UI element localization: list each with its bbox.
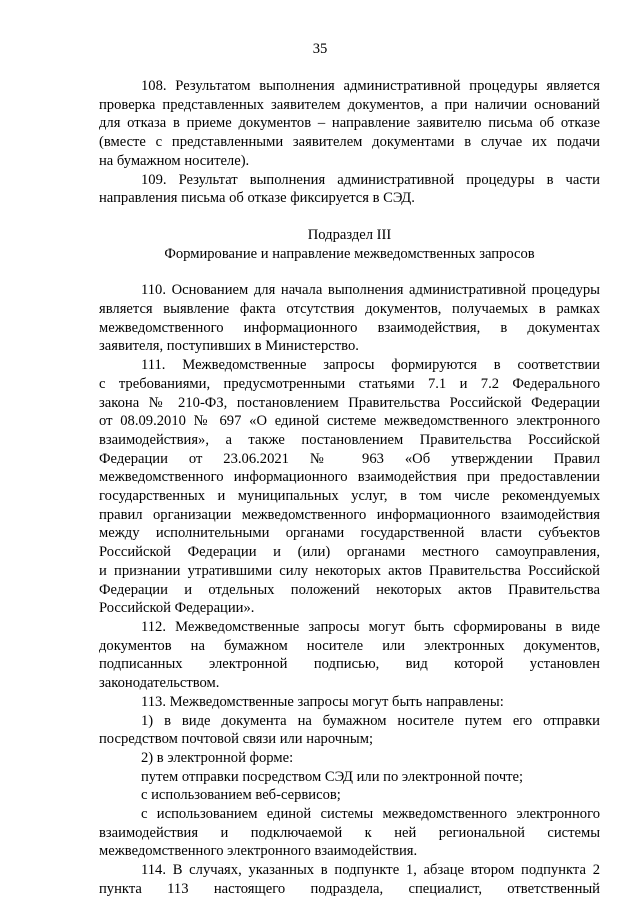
text-line: 108. Результатом выполнения административной процедуры является: [141, 78, 600, 94]
text-line: и признании утратившими силу некоторых актов Правительства Российской: [99, 562, 600, 579]
text-line: 2) в электронной форме:: [141, 749, 294, 766]
text-line: 112. Межведомственные запросы могут быть сформированы в виде: [141, 618, 600, 635]
text-line: 110. Основанием для начала выполнения административной процедуры: [141, 282, 600, 299]
text-line: 109. Результат выполнения административной процедуры в части: [141, 171, 600, 188]
text-line: с использованием единой системы межведомственного электронного: [141, 806, 600, 823]
text-line: межведомственного электронного взаимодействия.: [99, 843, 418, 860]
text-line: взаимодействия и подключаемой к ней региональной системы: [99, 824, 600, 841]
text-line: государственных и муниципальных услуг, в том числе рекомендуемых: [99, 488, 600, 505]
text-line: Федерации и отдельных положений некоторых актов Правительства: [99, 581, 600, 598]
text-line: межведомственного информационного взаимодействия при предоставлении: [99, 469, 600, 486]
paragraph-113: [99, 693, 600, 861]
text-line: пункта 113 настоящего подраздела, специалист, ответственный: [99, 880, 600, 897]
text-line: закона № 210-ФЗ, постановлением Правительства Российской Федерации: [99, 394, 600, 411]
text-line: посредством почтовой связи или нарочным;: [99, 731, 374, 748]
text-line: для отказа в приеме документов – направление заявителю письма об отказе: [99, 115, 600, 132]
text-line: Федерации от 23.06.2021 № 963 «Об утверждении Правил: [99, 450, 600, 467]
text-line: документов на бумажном носителе или электронных документов,: [99, 637, 600, 654]
paragraph-108: [99, 77, 600, 171]
text-line: с использованием веб-сервисов;: [141, 787, 341, 804]
text-line: 1) в виде документа на бумажном носителе путем его отправки: [141, 712, 600, 729]
document-body: [99, 77, 600, 899]
text-line: 111. Межведомственные запросы формируются в соответствии: [141, 357, 600, 374]
text-line: от 08.09.2010 № 697 «О единой системе межведомственного электронного: [99, 413, 600, 430]
text-line: проверка представленных заявителем документов, а при наличии оснований: [99, 96, 600, 113]
text-line: является выявление факта отсутствия документов, получаемых в рамках: [99, 301, 600, 318]
text-line: законодательством.: [99, 675, 220, 692]
text-line: направления письма об отказе фиксируется в СЭД.: [99, 190, 415, 207]
paragraph-110: [99, 281, 600, 356]
text-line: заявителя, поступивших в Министерство.: [99, 338, 359, 355]
text-line: между исполнительными органами государственной власти субъектов: [99, 525, 600, 542]
subsection-heading: Формирование и направление межведомственных запросов: [164, 245, 535, 262]
text-line: межведомственного информационного взаимодействия, в документах: [99, 319, 600, 336]
text-line: 114. В случаях, указанных в подпункте 1, абзаце втором подпункта 2: [141, 862, 600, 879]
text-line: с требованиями, предусмотренными статьями 7.1 и 7.2 Федерального: [99, 375, 600, 392]
text-line: Российской Федерации и (или) органами местного самоуправления,: [99, 544, 600, 561]
page-number: 35: [312, 41, 328, 57]
text-line: подписанных электронной подписью, вид которой установлен: [99, 656, 600, 673]
text-line: на бумажном носителе).: [99, 152, 250, 169]
text-line: 113. Межведомственные запросы могут быть направлены:: [141, 693, 504, 710]
paragraph-112: [99, 618, 600, 693]
text-line: путем отправки посредством СЭД или по электронной почте;: [141, 768, 524, 785]
text-line: Российской Федерации».: [99, 600, 255, 617]
text-line: правил организации межведомственного информационного взаимодействия: [99, 506, 600, 523]
text-line: взаимодействия», а также постановлением Правительства Российской: [99, 431, 600, 448]
paragraph-114: [99, 861, 600, 898]
text-line: (вместе с представленными заявителем документами в случае их подачи: [99, 134, 600, 151]
paragraph-111: [99, 356, 600, 618]
paragraph-109: [99, 171, 600, 208]
subsection-title: Подраздел III: [307, 226, 392, 243]
